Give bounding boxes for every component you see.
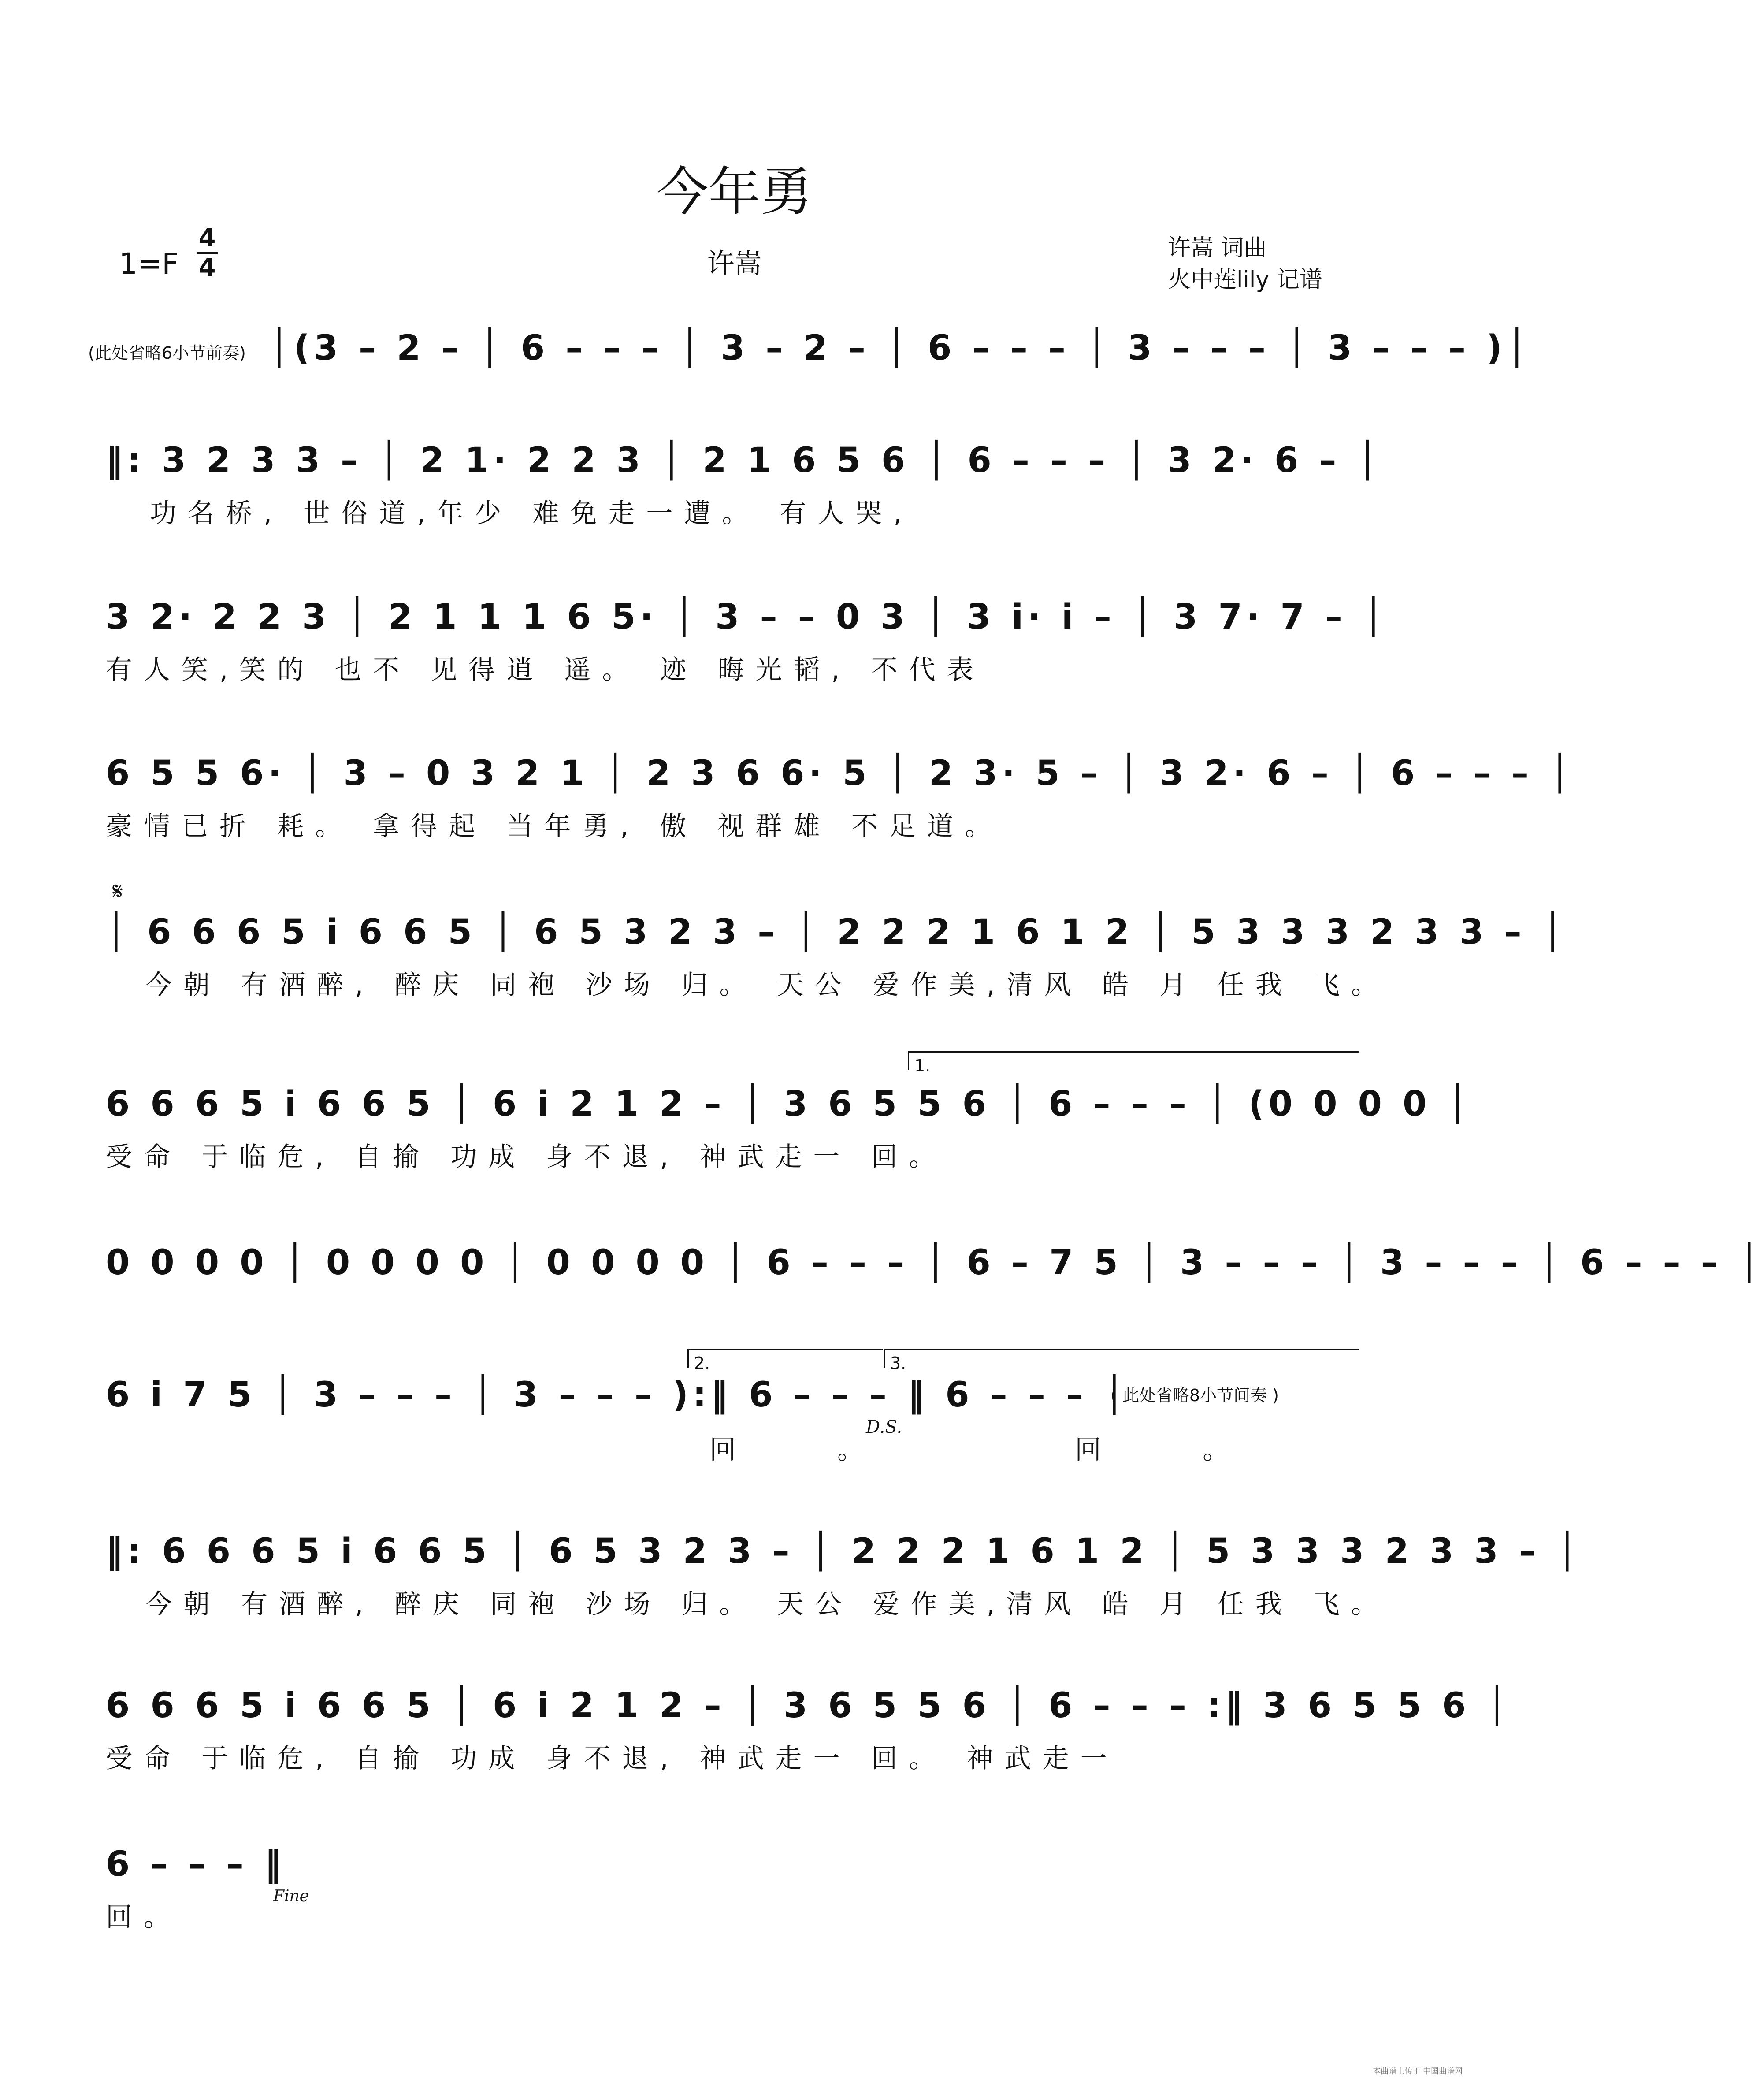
ending-3-label: 3. <box>890 1354 906 1373</box>
credit-transcriber: 火中莲lily 记谱 <box>1168 267 1322 293</box>
ds-mark: D.S. <box>866 1417 902 1437</box>
lyrics-line: 回。 <box>106 1902 182 1933</box>
time-numerator: 4 <box>198 224 216 253</box>
interlude-note: ( 此处省略8小节间奏 ) <box>1110 1386 1279 1405</box>
lyrics-line: 今朝 有酒醉, 醉庆 同袍 沙场 归。 天公 爱作美,清风 皓 月 任我 飞。 <box>145 970 1389 1000</box>
time-signature <box>194 225 220 282</box>
notes-line: 6 6 6 5 i 6 6 5 │ 6 i 2 1 2 – │ 3 6 5 5 6 │ 6 – – – │ (0 0 0 0 │ <box>106 1084 1473 1124</box>
lyrics-line: 受命 于临危, 自揄 功成 身不退, 神武走一 回。 神武走一 <box>106 1743 1118 1774</box>
ending-2-label: 2. <box>694 1354 710 1373</box>
ending-2-bracket <box>687 1349 883 1373</box>
lyrics-line: 受命 于临危, 自揄 功成 身不退, 神武走一 回。 <box>106 1142 947 1172</box>
notes-line: │ 6 6 6 5 i 6 6 5 │ 6 5 3 2 3 – │ 2 2 2 1 6 1 2 │ 5 3 3 3 2 3 3 – │ <box>106 912 1567 952</box>
lyrics-line: 功名桥, 世俗道,年少 难免走一遭。 有人哭, <box>150 498 914 529</box>
ending-1-label: 1. <box>914 1056 931 1075</box>
notes-line: 0 0 0 0 │ 0 0 0 0 │ 0 0 0 0 │ 6 – – – │ 6 – 7 5 │ 3 – – – │ 3 – – – │ 6 – – – │ <box>106 1243 1764 1283</box>
notes-line: ‖: 3 2 3 3 – │ 2 1· 2 2 3 │ 2 1 6 5 6 │ 6 – – – │ 3 2· 6 – │ <box>106 441 1382 480</box>
prelude-note: (此处省略6小节前奏) <box>88 343 246 363</box>
notes-line: │(3 – 2 – │ 6 – – – │ 3 – 2 – │ 6 – – – │ 3 – – – │ 3 – – – )│ <box>269 328 1532 368</box>
segno-sign: 𝄋 <box>112 877 123 906</box>
lyrics-line: 豪情已折 耗。 拿得起 当年勇, 傲 视群雄 不足道。 <box>106 811 1003 842</box>
ending-1-bracket <box>908 1051 1359 1075</box>
singer-name: 许嵩 <box>707 247 762 279</box>
fine-mark: Fine <box>273 1887 309 1905</box>
credit-composer: 许嵩 词曲 <box>1168 235 1267 261</box>
lyrics-line: 今朝 有酒醉, 醉庆 同袍 沙场 归。 天公 爱作美,清风 皓 月 任我 飞。 <box>145 1589 1389 1620</box>
notes-line: 3 2· 2 2 3 │ 2 1 1 1 6 5· │ 3 – – 0 3 │ 3 i· i – │ 3 7· 7 – │ <box>106 597 1389 637</box>
notes-line: 6 6 6 5 i 6 6 5 │ 6 i 2 1 2 – │ 3 6 5 5 6 │ 6 – – – :‖ 3 6 5 5 6 │ <box>106 1686 1512 1726</box>
notes-line: 6 i 7 5 │ 3 – – – │ 3 – – – ):‖ 6 – – – ‖ 6 – – – │ <box>106 1375 1129 1415</box>
notes-line: 6 5 5 6· │ 3 – 0 3 2 1 │ 2 3 6 6· 5 │ 2 3· 5 – │ 3 2· 6 – │ 6 – – – │ <box>106 754 1575 793</box>
song-title: 今年勇 <box>656 161 813 222</box>
ending-3-bracket <box>884 1349 1359 1373</box>
notes-line: ‖: 6 6 6 5 i 6 6 5 │ 6 5 3 2 3 – │ 2 2 2 1 6 1 2 │ 5 3 3 3 2 3 3 – │ <box>106 1532 1582 1571</box>
key-signature: 1=F <box>119 247 179 281</box>
time-denominator: 4 <box>198 253 216 282</box>
lyrics-line: 有人笑,笑的 也不 见得逍 遥。 迹 晦光韬, 不代表 <box>106 655 985 685</box>
notes-line: 6 – – – ‖ <box>106 1845 286 1884</box>
watermark: 本曲谱上传于 中国曲谱网 <box>1373 2067 1463 2076</box>
lyrics-line: 回。 回。 <box>709 1435 1331 1465</box>
